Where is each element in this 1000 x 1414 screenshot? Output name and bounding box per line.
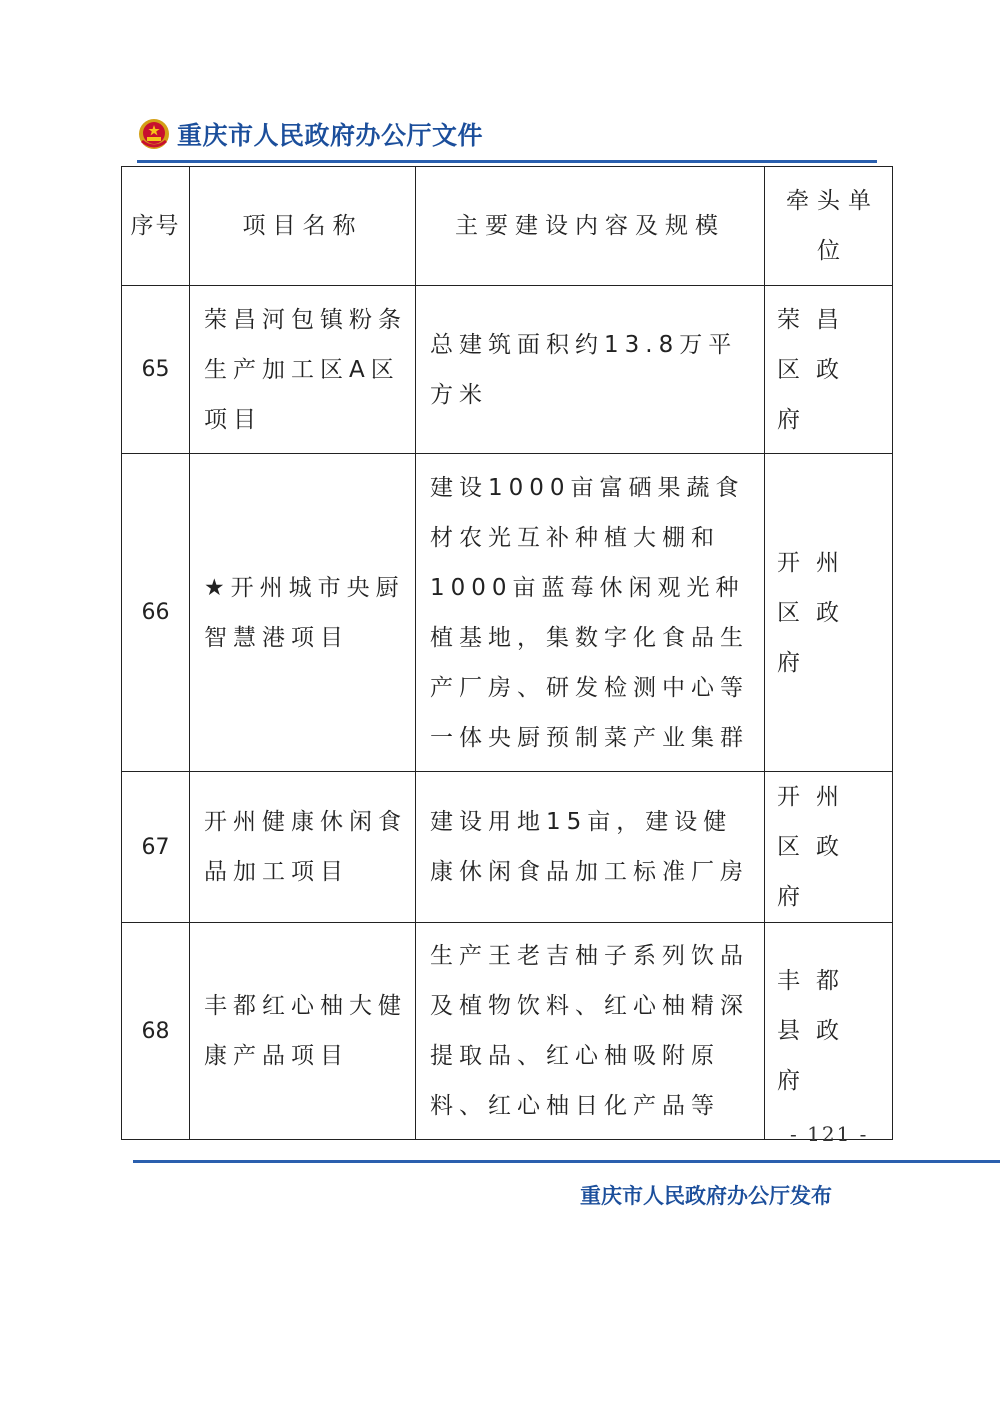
project-name: 荣昌河包镇粉条生产加工区A区项目 <box>190 286 416 454</box>
project-table <box>121 166 893 1140</box>
project-content: 总建筑面积约13.8万平方米 <box>416 286 765 454</box>
header-title: 重庆市人民政府办公厅文件 <box>177 121 484 150</box>
lead-unit: 开州区政府 <box>765 772 893 923</box>
project-name: 丰都红心柚大健康产品项目 <box>190 923 416 1140</box>
project-name: 开州健康休闲食品加工项目 <box>190 772 416 923</box>
footer-publisher: 重庆市人民政府办公厅发布 <box>580 1183 832 1208</box>
footer-divider <box>133 1160 1000 1163</box>
page-number: - 121 - <box>790 1122 869 1146</box>
col-header-unit: 牵头单位 <box>765 167 893 286</box>
row-number: 67 <box>122 772 190 923</box>
row-number: 66 <box>122 454 190 772</box>
project-content: 生产王老吉柚子系列饮品及植物饮料、红心柚精深提取品、红心柚吸附原料、红心柚日化产品等 <box>416 923 765 1140</box>
table-row <box>122 923 893 1140</box>
row-number: 65 <box>122 286 190 454</box>
col-header-no: 序号 <box>122 167 190 286</box>
table-row <box>122 286 893 454</box>
project-content: 建设1000亩富硒果蔬食材农光互补种植大棚和1000亩蓝莓休闲观光种植基地，集数字化食品生产厂房、研发检测中心等一体央厨预制菜产业集群 <box>416 454 765 772</box>
table-row <box>122 454 893 772</box>
project-content: 建设用地15亩，建设健康休闲食品加工标准厂房 <box>416 772 765 923</box>
row-number: 68 <box>122 923 190 1140</box>
lead-unit: 丰都县政府 <box>765 923 893 1140</box>
header-divider <box>137 160 877 163</box>
project-name: ★开州城市央厨智慧港项目 <box>190 454 416 772</box>
col-header-content: 主要建设内容及规模 <box>416 167 765 286</box>
lead-unit: 荣昌区政府 <box>765 286 893 454</box>
table-header-row <box>122 167 893 286</box>
table-row <box>122 772 893 923</box>
national-emblem-icon <box>137 117 171 151</box>
document-header <box>137 112 483 156</box>
col-header-name: 项目名称 <box>190 167 416 286</box>
lead-unit: 开州区政府 <box>765 454 893 772</box>
